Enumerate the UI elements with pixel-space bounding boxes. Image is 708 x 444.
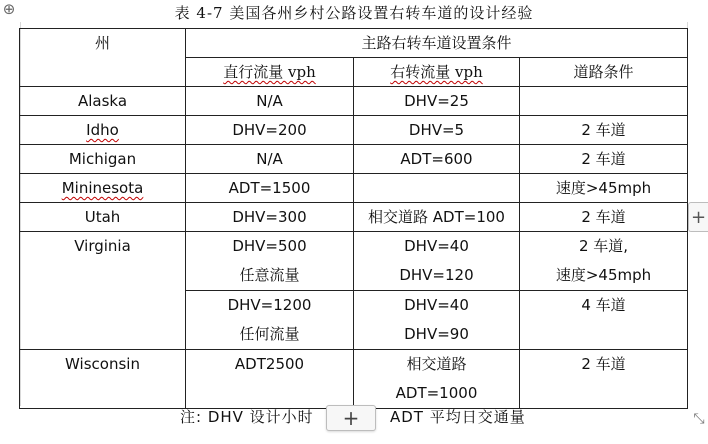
cell-state: [20, 116, 186, 145]
cell-road: 速度>45mph: [520, 174, 688, 203]
header-road-condition: 道路条件: [520, 58, 688, 87]
header-state: 州: [20, 29, 186, 87]
header-right-flow: [354, 58, 520, 87]
cell-road: 2 车道: [520, 145, 688, 174]
cell-line: DHV=1200: [227, 296, 312, 314]
cell-through: ADT2500: [186, 350, 354, 409]
cell-road: 2 车道: [520, 203, 688, 232]
cell-road: [520, 232, 688, 291]
cell-line: DHV=40: [404, 296, 469, 314]
cell-right: [354, 291, 520, 350]
cell-line: 速度>45mph: [555, 266, 652, 284]
cell-through: N/A: [186, 87, 354, 116]
table-row: [20, 87, 688, 116]
cell-line: 4 车道: [581, 296, 626, 314]
cell-state-virginia: Virginia: [20, 232, 186, 350]
header-through-flow-text: 直行流量 vph: [223, 63, 316, 81]
cell-right: DHV=5: [354, 116, 520, 145]
table-row-virginia-1: [20, 232, 688, 291]
footnote-left: 注: DHV 设计小时: [180, 408, 314, 426]
cell-road: 2 车道: [520, 116, 688, 145]
cell-through: ADT=1500: [186, 174, 354, 203]
cell-state-text: Mininesota: [61, 179, 144, 197]
cell-road: [520, 87, 688, 116]
table-move-handle-icon[interactable]: ⊕: [2, 0, 16, 18]
cell-line: DHV=90: [404, 325, 469, 343]
cell-right: 相交道路 ADT=100: [354, 203, 520, 232]
table-row: [20, 145, 688, 174]
table-row: [20, 116, 688, 145]
table-caption: 表 4-7 美国各州乡村公路设置右转车道的设计经验: [174, 4, 534, 22]
header-conditions: 主路右转车道设置条件: [186, 29, 688, 58]
cell-right: [354, 232, 520, 291]
cell-through: DHV=200: [186, 116, 354, 145]
cell-state: [20, 174, 186, 203]
table-row: [20, 174, 688, 203]
cell-line: 任意流量: [239, 266, 300, 284]
cell-through: [186, 232, 354, 291]
cell-through: N/A: [186, 145, 354, 174]
cell-road: 2 车道: [520, 350, 688, 409]
table-row-wisconsin: [20, 350, 688, 409]
cell-state: Utah: [20, 203, 186, 232]
cell-line: 2 车道,: [578, 237, 629, 255]
table-resize-handle-icon[interactable]: ⤡: [693, 411, 705, 427]
cell-state-text: Idho: [86, 121, 119, 139]
cell-line: 相交道路: [406, 355, 467, 373]
table-header-row: [20, 29, 688, 58]
footnote-right: ADT 平均日交通量: [390, 408, 526, 426]
table-row: [20, 203, 688, 232]
cell-state: Alaska: [20, 87, 186, 116]
cell-line: ADT=1000: [395, 384, 478, 402]
add-column-button[interactable]: +: [688, 202, 708, 232]
add-row-button[interactable]: +: [326, 405, 376, 431]
header-right-flow-text: 右转流量 vph: [390, 63, 483, 81]
cell-state-wisconsin: Wisconsin: [20, 350, 186, 409]
design-experience-table: [19, 28, 688, 409]
cell-right: ADT=600: [354, 145, 520, 174]
cell-line: 任何流量: [239, 325, 300, 343]
cell-through: [186, 291, 354, 350]
cell-road: [520, 291, 688, 350]
header-through-flow: [186, 58, 354, 87]
cell-line: DHV=40: [404, 237, 469, 255]
cell-through: DHV=300: [186, 203, 354, 232]
cell-state: Michigan: [20, 145, 186, 174]
cell-right: [354, 350, 520, 409]
cell-right: [354, 174, 520, 203]
cell-line: DHV=120: [399, 266, 474, 284]
cell-line: DHV=500: [232, 237, 307, 255]
cell-right: DHV=25: [354, 87, 520, 116]
